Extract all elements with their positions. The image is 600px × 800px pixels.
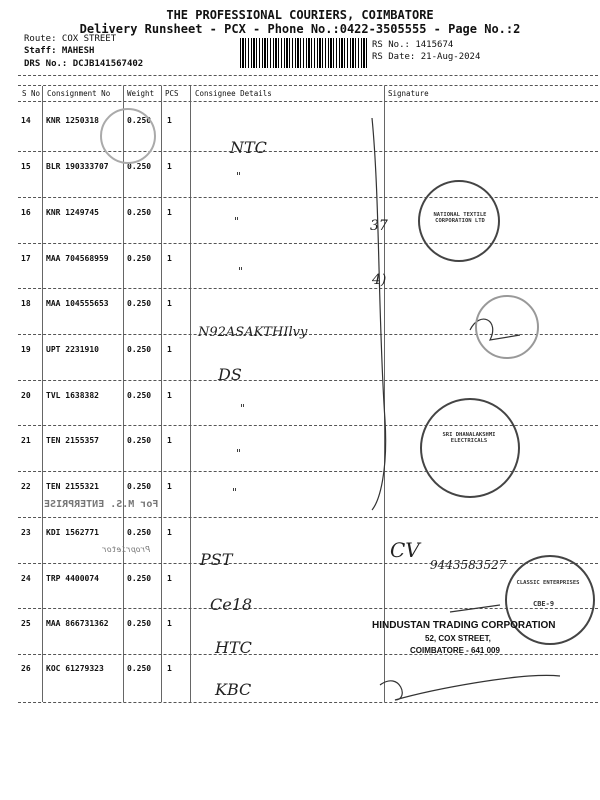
classic-stamp-code: CBE-9 [533,600,555,608]
handwriting-r20: " [240,402,246,415]
row-weight: 0.250 [127,254,152,263]
row-sno: 19 [21,345,31,354]
col-pcs: PCS [165,89,179,98]
row-weight: 0.250 [127,391,152,400]
col-consignment: Consignment No [47,89,111,98]
row-weight: 0.250 [127,482,152,491]
row-pcs: 1 [167,391,172,400]
rs-date: RS Date: 21-Aug-2024 [372,52,481,62]
handwriting-r26: KBC [215,680,252,699]
row-sno: 22 [21,482,31,491]
row-consignment: TVL 1638382 [46,391,99,400]
row-weight: 0.250 [127,299,152,308]
row-pcs: 1 [167,254,172,263]
row-sno: 16 [21,208,31,217]
col-weight: Weight [127,89,155,98]
col-sno: S No [22,89,41,98]
company-title: THE PROFESSIONAL COURIERS, COIMBATORE [166,8,434,22]
row-consignment: KNR 1249745 [46,208,99,217]
row-sno: 20 [21,391,31,400]
row-consignment: KOC 61279323 [46,664,104,673]
row-weight: 0.250 [127,208,152,217]
hindustan-stamp-name: HINDUSTAN TRADING CORPORATION [372,620,556,631]
row-sno: 26 [21,664,31,673]
handwriting-r16: " [234,215,240,228]
row-weight: 0.250 [127,664,152,673]
row-pcs: 1 [167,664,172,673]
handwriting-r25: HTC [215,638,252,657]
col-consignee: Consignee Details [195,89,272,98]
classic-stamp-text: CLASSIC ENTERPRISES [516,580,580,586]
row-consignment: MAA 704568959 [46,254,109,263]
handwriting-r19: DS [218,365,242,384]
row-sno: 24 [21,574,31,583]
route-label: Route: COX STREET [24,34,117,44]
handwriting-r17b: 4) [372,272,387,288]
row-consignment: TRP 4400074 [46,574,99,583]
row-sno: 25 [21,619,31,628]
handwriting-r22: " [232,486,238,499]
row-pcs: 1 [167,619,172,628]
row-sno: 21 [21,436,31,445]
row-weight: 0.250 [127,162,152,171]
row-consignment: MAA 104555653 [46,299,109,308]
row-weight: 0.250 [127,528,152,537]
row-sno: 17 [21,254,31,263]
row-consignment: TEN 2155321 [46,482,99,491]
row-weight: 0.250 [127,436,152,445]
row-weight: 0.250 [127,619,152,628]
handwriting-r24: Ce18 [210,595,253,614]
proprietor-stamp: Proprietor [102,545,151,554]
row-pcs: 1 [167,436,172,445]
row-consignment: KNR 1250318 [46,116,99,125]
faded-stamp [100,108,156,164]
partial-stamp [475,295,539,359]
enterprise-stamp: For M.S. ENTERPRISE [44,499,159,510]
handwriting-r16b: 37 [370,218,388,234]
row-consignment: BLR 190333707 [46,162,109,171]
runsheet-title: Delivery Runsheet - PCX - Phone No.:0422-3505555 - Page No.:2 [79,22,521,36]
row-pcs: 1 [167,299,172,308]
phone-r23: 9443583527 [430,558,507,572]
handwriting-r15: " [236,170,242,183]
row-sno: 14 [21,116,31,125]
row-consignment: KDI 1562771 [46,528,99,537]
row-consignment: UPT 2231910 [46,345,99,354]
row-pcs: 1 [167,482,172,491]
rs-number: RS No.: 1415674 [372,40,454,50]
ntc-stamp-text: NATIONAL TEXTILE CORPORATION LTD [433,212,487,224]
row-pcs: 1 [167,528,172,537]
staff-label: Staff: MAHESH [24,46,95,56]
row-weight: 0.250 [127,345,152,354]
handwriting-r18: N92ASAKTHIlvy [198,325,308,340]
hindustan-stamp-city: COIMBATORE - 641 009 [410,646,500,655]
handwriting-r14: NTC [230,138,267,157]
row-consignment: TEN 2155357 [46,436,99,445]
row-consignment: MAA 866731362 [46,619,109,628]
handwriting-r21: " [236,447,242,460]
col-signature: Signature [388,89,429,98]
electricals-stamp-text: SRI DHANALAKSHMI ELECTRICALS [442,432,496,444]
row-pcs: 1 [167,162,172,171]
signature-r23: CV [390,538,420,562]
hindustan-stamp-address: 52, COX STREET, [425,634,491,643]
handwriting-r23: PST [200,550,233,569]
row-sno: 15 [21,162,31,171]
electricals-stamp [420,398,520,498]
row-sno: 18 [21,299,31,308]
row-pcs: 1 [167,345,172,354]
row-sno: 23 [21,528,31,537]
row-pcs: 1 [167,116,172,125]
row-pcs: 1 [167,208,172,217]
row-pcs: 1 [167,574,172,583]
row-weight: 0.250 [127,574,152,583]
drs-number: DRS No.: DCJB141567402 [24,59,144,69]
row-weight: 0.250 [127,116,152,125]
handwriting-r17: " [238,265,244,278]
